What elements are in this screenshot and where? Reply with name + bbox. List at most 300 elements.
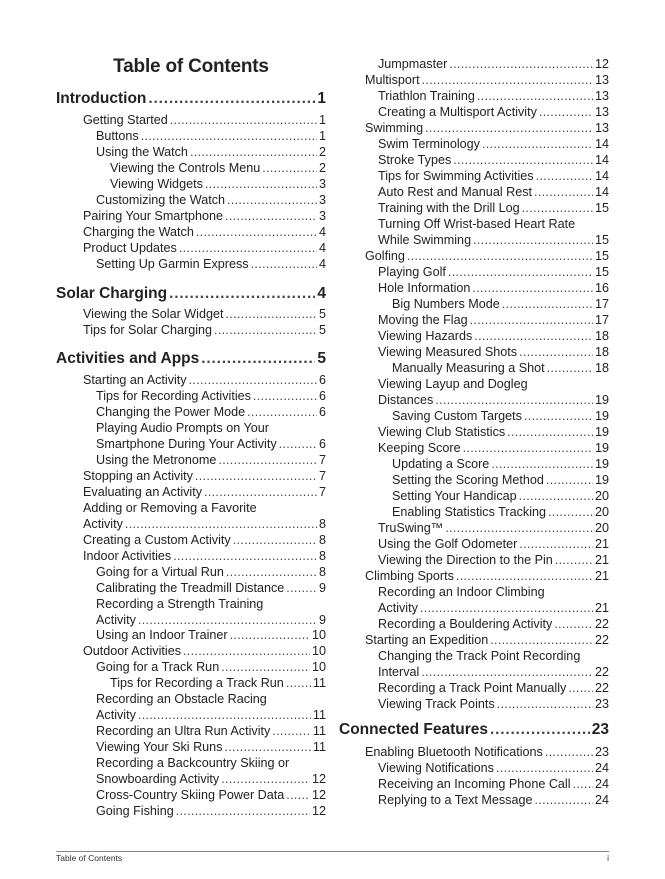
toc-entry-using-the-golf-odometer[interactable] [378,536,609,552]
toc-entry-title: Setting Your Handicap [392,489,517,503]
toc-page-number: 12 [311,772,326,786]
toc-entry-recording-an-indoor-climbing-activity[interactable] [378,600,609,616]
toc-entry-title: Training with the Drill Log [378,201,520,215]
toc-entry-title: Outdoor Activities [83,644,181,658]
toc-page-number: 19 [594,393,609,407]
toc-entry-title: TruSwing™ [378,521,444,535]
toc-page-number: 7 [318,453,326,467]
toc-page-number: 8 [318,565,326,579]
dot-leader [422,72,593,88]
dot-leader [536,168,593,184]
toc-entry-title: Enabling Statistics Tracking [392,505,546,519]
toc-entry-viewing-layup-and-dogleg-distances[interactable] [378,392,609,408]
toc-entry-tips-for-recording-a-track-run[interactable] [110,675,326,691]
toc-page-number: 19 [594,473,609,487]
toc-page-number: 5 [318,323,326,337]
toc-entry-title: Solar Charging [56,285,168,302]
toc-entry-title: Jumpmaster [378,57,448,71]
toc-entry-outdoor-activities[interactable] [83,643,326,659]
dot-leader [221,771,310,787]
toc-entry-title: Tips for Swimming Activities [378,169,534,183]
toc-entry-updating-a-score[interactable] [392,456,609,472]
dot-leader [204,484,317,500]
toc-entry-manually-measuring-a-shot[interactable] [392,360,609,376]
dot-leader [279,436,317,452]
toc-entry-playing-audio-prompts-on-your-smartphone-during-your-activity[interactable] [96,436,326,452]
toc-entry-title: Enabling Bluetooth Notifications [365,745,543,759]
toc-page-number: 4 [317,285,326,302]
toc-page-number: 15 [594,265,609,279]
toc-entry-title: Activity [96,708,136,722]
toc-entry-title: Snowboarding Activity [96,772,220,786]
dot-leader [138,707,311,723]
dot-leader [272,723,311,739]
toc-entry-title: Viewing the Solar Widget [83,307,224,321]
toc-entry-title: Charging the Watch [83,225,194,239]
toc-entry-title: Going for a Virtual Run [96,565,224,579]
dot-leader [482,136,593,152]
toc-entry-title: Recording a Track Point Manually [378,681,567,695]
toc-entry-swim-terminology[interactable] [378,136,609,152]
toc-page-number: 18 [594,329,609,343]
toc-entry-title: Viewing the Controls Menu [110,161,261,175]
toc-entry-jumpmaster[interactable] [378,56,609,72]
toc-page-number: 15 [594,249,609,263]
toc-entry-title: Climbing Sports [365,569,454,583]
toc-entry-title: Using the Golf Odometer [378,537,518,551]
toc-section-connected-features[interactable] [339,720,609,740]
toc-page-number: 9 [318,581,326,595]
toc-page-number: 22 [594,617,609,631]
dot-leader [148,89,315,109]
dot-leader [233,532,317,548]
toc-entry-starting-an-activity[interactable] [83,372,326,388]
dot-leader [138,612,317,628]
toc-entry-title: Going Fishing [96,804,174,818]
toc-page-number: 16 [594,281,609,295]
toc-page-number: 14 [594,185,609,199]
toc-page-number: 2 [318,161,326,175]
dot-leader [547,360,593,376]
toc-page-number: 3 [318,177,326,191]
toc-entry-recording-a-backcountry-skiing-or-snowboarding-activity[interactable] [96,771,326,787]
toc-entry-title: Triathlon Training [378,89,475,103]
toc-page-number: 24 [594,777,609,791]
toc-page-number: 12 [311,804,326,818]
dot-leader [449,56,593,72]
toc-entry-replying-to-a-text-message[interactable] [378,792,609,808]
toc-entry-evaluating-an-activity[interactable] [83,484,326,500]
toc-entry-title: Golfing [365,249,405,263]
toc-entry-title: Using the Watch [96,145,188,159]
toc-page-number: 1 [318,113,326,127]
toc-entry-title: While Swimming [378,233,472,247]
toc-page-number: 15 [594,233,609,247]
toc-page-number: 9 [318,613,326,627]
toc-entry-title: Viewing Your Ski Runs [96,740,223,754]
toc-entry-tips-for-recording-activities[interactable] [96,388,326,404]
dot-leader [179,240,317,256]
toc-entry-recording-an-obstacle-racing-activity[interactable] [96,707,326,723]
dot-leader [573,776,593,792]
toc-entry-title: Creating a Multisport Activity [378,105,537,119]
toc-entry-title: Saving Custom Targets [392,409,522,423]
dot-leader [490,632,593,648]
toc-page-number: 14 [594,169,609,183]
toc-page-number: 18 [594,345,609,359]
toc-page-number: 4 [318,257,326,271]
toc-entry-title: Smartphone During Your Activity [96,437,277,451]
toc-page-number: 19 [594,409,609,423]
toc-page-number: 10 [311,628,326,642]
toc-entry-recording-a-strength-training-activity[interactable] [96,612,326,628]
toc-entry-title: Activity [378,601,418,615]
toc-entry-viewing-track-points[interactable] [378,696,609,712]
toc-page-number: 19 [594,457,609,471]
toc-entry-title: Tips for Solar Charging [83,323,213,337]
toc-entry-viewing-the-controls-menu[interactable] [110,160,326,176]
toc-entry-calibrating-the-treadmill-distance[interactable] [96,580,326,596]
dot-leader [474,328,593,344]
toc-entry-using-the-watch[interactable] [96,144,326,160]
toc-page-number: 13 [594,73,609,87]
toc-entry-viewing-club-statistics[interactable] [378,424,609,440]
toc-page-number: 10 [311,660,326,674]
toc-entry-title: Connected Features [339,721,489,738]
toc-entry-title: Playing Golf [378,265,446,279]
dot-leader [205,176,317,192]
toc-entry-playing-golf[interactable] [378,264,609,280]
toc-entry-pairing-your-smartphone[interactable] [83,208,326,224]
toc-page-number: 1 [317,90,326,107]
toc-entry-climbing-sports[interactable] [365,568,609,584]
dot-leader [546,472,593,488]
dot-leader [141,128,317,144]
toc-entry-title: Going for a Track Run [96,660,220,674]
dot-leader [407,248,593,264]
toc-entry-training-with-the-drill-log[interactable] [378,200,609,216]
dot-leader [534,184,593,200]
toc-entry-title-line1: Adding or Removing a Favorite [83,501,257,515]
toc-page-number: 5 [317,350,326,367]
toc-entry-auto-rest-and-manual-rest[interactable] [378,184,609,200]
toc-entry-adding-or-removing-a-favorite-activity[interactable] [83,516,326,532]
toc-entry-title: Distances [378,393,434,407]
toc-page-number: 15 [594,201,609,215]
toc-entry-swimming[interactable] [365,120,609,136]
toc-entry-recording-a-track-point-manually[interactable] [378,680,609,696]
toc-page-number: 21 [594,553,609,567]
dot-leader [524,408,593,424]
dot-leader [519,536,593,552]
toc-page-number: 11 [312,676,326,690]
dot-leader [227,192,317,208]
dot-leader [453,152,593,168]
dot-leader [253,388,317,404]
toc-entry-title: Evaluating an Activity [83,485,203,499]
toc-entry-title: Customizing the Watch [96,193,226,207]
toc-page-number: 17 [594,297,609,311]
toc-page-number: 4 [318,225,326,239]
dot-leader [196,224,317,240]
toc-entry-title: Moving the Flag [378,313,468,327]
toc-page-number: 24 [594,793,609,807]
toc-entry-indoor-activities[interactable] [83,548,326,564]
toc-page-number: 3 [318,193,326,207]
toc-entry-multisport[interactable] [365,72,609,88]
toc-entry-title: Product Updates [83,241,177,255]
toc-entry-customizing-the-watch[interactable] [96,192,326,208]
toc-entry-buttons[interactable] [96,128,326,144]
toc-page-number: 13 [594,89,609,103]
dot-leader [448,264,593,280]
toc-page-number: 17 [594,313,609,327]
toc-page-number: 8 [318,517,326,531]
toc-page-number: 14 [594,137,609,151]
toc-entry-saving-custom-targets[interactable] [392,408,609,424]
toc-entry-receiving-an-incoming-phone-call[interactable] [378,776,609,792]
toc-entry-moving-the-flag[interactable] [378,312,609,328]
toc-entry-enabling-statistics-tracking[interactable] [392,504,609,520]
toc-page-number: 22 [594,665,609,679]
toc-entry-title: Using an Indoor Trainer [96,628,228,642]
toc-entry-viewing-hazards[interactable] [378,328,609,344]
toc-page-number: 8 [318,549,326,563]
toc-entry-getting-started[interactable] [83,112,326,128]
toc-entry-title: Introduction [56,90,147,107]
dot-leader [435,392,593,408]
toc-entry-setting-your-handicap[interactable] [392,488,609,504]
toc-entry-title: Interval [378,665,420,679]
toc-entry-recording-a-bouldering-activity[interactable] [378,616,609,632]
dot-leader [173,548,317,564]
toc-page-number: 24 [594,761,609,775]
toc-page-number: 19 [594,441,609,455]
toc-page-number: 13 [594,105,609,119]
toc-entry-title: Getting Started [83,113,168,127]
toc-entry-title: Auto Rest and Manual Rest [378,185,533,199]
toc-page-number: 21 [594,537,609,551]
toc-page-number: 10 [311,644,326,658]
dot-leader [519,488,593,504]
toc-entry-viewing-your-ski-runs[interactable] [96,739,326,755]
toc-section-introduction[interactable] [56,89,326,109]
toc-entry-changing-the-power-mode[interactable] [96,404,326,420]
toc-entry-title-line1: Viewing Layup and Dogleg [378,377,528,391]
toc-entry-stopping-an-activity[interactable] [83,468,326,484]
toc-entry-title: Changing the Power Mode [96,405,246,419]
toc-entry-going-for-a-track-run[interactable] [96,659,326,675]
toc-page-number: 3 [318,209,326,223]
toc-page-number: 2 [318,145,326,159]
dot-leader [472,280,593,296]
toc-entry-cross-country-skiing-power-data[interactable] [96,787,326,803]
toc-entry-title: Pairing Your Smartphone [83,209,224,223]
dot-leader [251,256,317,272]
toc-page-number: 20 [594,489,609,503]
toc-page-number: 6 [318,373,326,387]
dot-leader [201,349,315,369]
toc-entry-charging-the-watch[interactable] [83,224,326,240]
toc-page-number: 12 [311,788,326,802]
toc-page-number: 13 [594,121,609,135]
dot-leader [247,404,317,420]
toc-entry-tips-for-swimming-activities[interactable] [378,168,609,184]
toc-entry-title: Cross-Country Skiing Power Data [96,788,285,802]
toc-entry-keeping-score[interactable] [378,440,609,456]
toc-entry-title: Viewing Measured Shots [378,345,518,359]
toc-page-number: 20 [594,521,609,535]
dot-leader [225,306,317,322]
dot-leader [456,568,593,584]
dot-leader [170,112,317,128]
toc-page-number: 23 [591,721,609,738]
dot-leader [445,520,593,536]
dot-leader [125,516,317,532]
toc-entry-viewing-notifications[interactable] [378,760,609,776]
toc-entry-title: Viewing Widgets [110,177,203,191]
dot-leader [420,600,593,616]
toc-page-number: 22 [594,681,609,695]
toc-section-solar-charging[interactable] [56,284,326,304]
dot-leader [507,424,593,440]
toc-page-number: 20 [594,505,609,519]
dot-leader [189,372,317,388]
dot-leader [286,580,317,596]
toc-entry-title: Using the Metronome [96,453,217,467]
toc-page-number: 6 [318,389,326,403]
toc-page-number: 6 [318,437,326,451]
toc-entry-title-line1: Recording a Backcountry Skiing or [96,756,290,770]
dot-leader [473,232,593,248]
dot-leader [286,787,310,803]
toc-page-number: 18 [594,361,609,375]
dot-leader [477,88,593,104]
dot-leader [534,792,593,808]
dot-leader [218,452,317,468]
toc-entry-title: Replying to a Text Message [378,793,533,807]
toc-entry-recording-an-ultra-run-activity[interactable] [96,723,326,739]
toc-entry-truswing[interactable] [378,520,609,536]
footer-section-label: Table of Contents [56,853,123,863]
dot-leader [463,440,593,456]
toc-entry-starting-an-expedition[interactable] [365,632,609,648]
toc-entry-title: Starting an Activity [83,373,187,387]
toc-entry-changing-the-track-point-recording-interval[interactable] [378,664,609,680]
toc-entry-title: Viewing the Direction to the Pin [378,553,553,567]
toc-page-number: 7 [318,485,326,499]
toc-entry-tips-for-solar-charging[interactable] [83,322,326,338]
toc-entry-using-the-metronome[interactable] [96,452,326,468]
toc-entry-creating-a-multisport-activity[interactable] [378,104,609,120]
page-title: Table of Contents [113,56,269,77]
toc-entry-viewing-the-direction-to-the-pin[interactable] [378,552,609,568]
toc-entry-title: Big Numbers Mode [392,297,500,311]
dot-leader [545,744,593,760]
dot-leader [226,564,317,580]
toc-page-number: 21 [594,601,609,615]
toc-entry-title: Viewing Notifications [378,761,494,775]
toc-entry-title: Updating a Score [392,457,490,471]
dot-leader [539,104,593,120]
toc-page-number: 19 [594,425,609,439]
toc-entry-going-fishing[interactable] [96,803,326,819]
toc-page-number: 12 [594,57,609,71]
toc-entry-title-line1: Playing Audio Prompts on Your [96,421,269,435]
dot-leader [568,680,593,696]
toc-section-activities-and-apps[interactable] [56,349,326,369]
toc-entry-title-line1: Turning Off Wrist-based Heart Rate [378,217,576,231]
toc-entry-title: Multisport [365,73,420,87]
toc-page-number: 22 [594,633,609,647]
dot-leader [425,120,593,136]
toc-entry-using-an-indoor-trainer[interactable] [96,627,326,643]
toc-page-number: 14 [594,153,609,167]
toc-page-number: 7 [318,469,326,483]
toc-entry-hole-information[interactable] [378,280,609,296]
dot-leader [262,160,317,176]
dot-leader [214,322,317,338]
dot-leader [221,659,310,675]
toc-entry-golfing[interactable] [365,248,609,264]
toc-entry-viewing-the-solar-widget[interactable] [83,306,326,322]
toc-entry-viewing-measured-shots[interactable] [378,344,609,360]
dot-leader [190,144,317,160]
toc-entry-title: Receiving an Incoming Phone Call [378,777,571,791]
toc-page-number: 11 [312,740,326,754]
toc-entry-stroke-types[interactable] [378,152,609,168]
toc-entry-title-line1: Recording a Strength Training [96,597,264,611]
toc-page-number: 23 [594,745,609,759]
toc-page-number: 11 [312,708,326,722]
toc-entry-title: Swim Terminology [378,137,480,151]
toc-entry-title: Swimming [365,121,424,135]
dot-leader [176,803,310,819]
toc-entry-setting-the-scoring-method[interactable] [392,472,609,488]
toc-entry-title: Viewing Track Points [378,697,495,711]
toc-entry-turning-off-wrist-based-heart-rate-while-swimming[interactable] [378,232,609,248]
toc-entry-creating-a-custom-activity[interactable] [83,532,326,548]
toc-page-number: 21 [594,569,609,583]
toc-entry-title-line1: Recording an Obstacle Racing [96,692,267,706]
toc-entry-title: Stopping an Activity [83,469,193,483]
toc-entry-title: Stroke Types [378,153,452,167]
toc-entry-title: Tips for Recording a Track Run [110,676,284,690]
dot-leader [555,552,593,568]
toc-entry-triathlon-training[interactable] [378,88,609,104]
dot-leader [195,468,317,484]
toc-page-number: 8 [318,533,326,547]
toc-entry-title: Setting Up Garmin Express [96,257,249,271]
dot-leader [519,344,593,360]
toc-page-number: 5 [318,307,326,321]
toc-entry-enabling-bluetooth-notifications[interactable] [365,744,609,760]
toc-entry-setting-up-garmin-express[interactable] [96,256,326,272]
dot-leader [224,739,310,755]
toc-entry-title-line1: Recording an Indoor Climbing [378,585,545,599]
dot-leader [497,696,593,712]
toc-entry-product-updates[interactable] [83,240,326,256]
toc-entry-going-for-a-virtual-run[interactable] [96,564,326,580]
toc-entry-title: Setting the Scoring Method [392,473,544,487]
toc-entry-title: Calibrating the Treadmill Distance [96,581,285,595]
toc-entry-title: Tips for Recording Activities [96,389,251,403]
toc-entry-big-numbers-mode[interactable] [392,296,609,312]
toc-entry-viewing-widgets[interactable] [110,176,326,192]
dot-leader [169,284,315,304]
toc-page-number: 1 [318,129,326,143]
toc-page-number: 6 [318,405,326,419]
